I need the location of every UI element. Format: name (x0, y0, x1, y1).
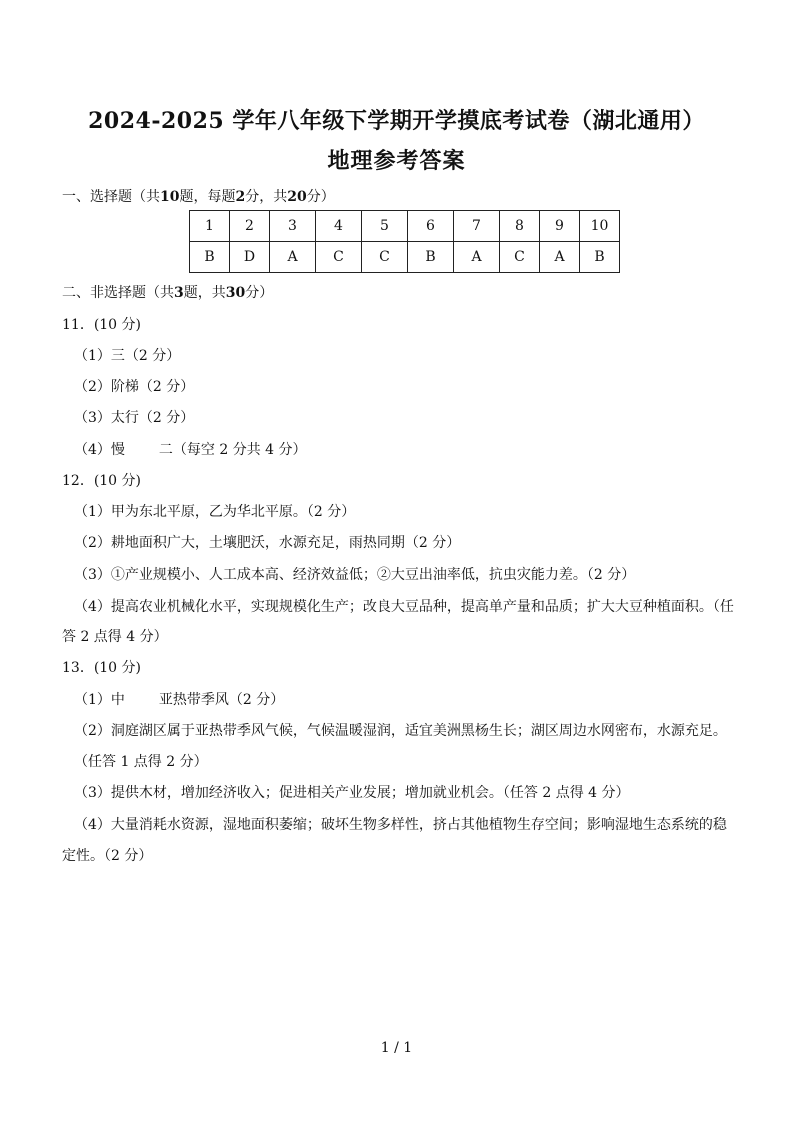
q13-answer-3: （3）提供木材，增加经济收入；促进相关产业发展；增加就业机会。（任答 2 点得 4 分） (74, 785, 630, 801)
answer-cell: A (270, 242, 316, 273)
exam-title: 2024-2025 学年八年级下学期开学摸底考试卷（湖北通用） (88, 108, 705, 134)
question-number-cell: 7 (454, 211, 500, 242)
q13-answer-4-cont: 定性。（2 分） (62, 848, 153, 864)
q12-answer-3: （3）①产业规模小、人工成本高、经济效益低；②大豆出油率低，抗虫灾能力差。（2 分） (74, 567, 636, 583)
q11-heading: 11．(10 分) (62, 317, 142, 333)
answer-cell: B (190, 242, 230, 273)
page-number: 1 / 1 (380, 1040, 413, 1056)
question-number-cell: 9 (540, 211, 580, 242)
question-number-cell: 5 (362, 211, 408, 242)
q12-heading: 12．(10 分) (62, 473, 142, 489)
answer-cell: B (580, 242, 620, 273)
answer-cell: C (362, 242, 408, 273)
q11-answer-3: （3）太行（2 分） (74, 410, 195, 426)
answer-cell: C (500, 242, 540, 273)
q13-answer-2: （2）洞庭湖区属于亚热带季风气候，气候温暖湿润，适宜美洲黑杨生长；湖区周边水网密布，水源充足。 (74, 723, 727, 739)
q13-answer-4: （4）大量消耗水资源，湿地面积萎缩；破坏生物多样性，挤占其他植物生存空间；影响湿地生态系统的稳 (74, 817, 727, 833)
answer-table-number-row (190, 211, 620, 242)
q11-answer-2: （2）阶梯（2 分） (74, 379, 195, 395)
q12-answer-4: （4）提高农业机械化水平，实现规模化生产；改良大豆品种，提高单产量和品质；扩大大豆种植面积。（任 (74, 599, 734, 615)
question-number-cell: 1 (190, 211, 230, 242)
answer-key-title: 地理参考答案 (327, 148, 466, 174)
answer-cell: D (230, 242, 270, 273)
q11-answer-4: （4）慢 二（每空 2 分共 4 分） (74, 442, 307, 458)
q12-answer-2: （2）耕地面积广大，土壤肥沃，水源充足，雨热同期（2 分） (74, 535, 461, 551)
q13-heading: 13．(10 分) (62, 660, 142, 676)
section1-heading: 一、选择题（共10题，每题2分，共20分） (62, 189, 335, 205)
answer-table-answer-row (190, 242, 620, 273)
question-number-cell: 2 (230, 211, 270, 242)
section2-heading: 二、非选择题（共3题，共30分） (62, 285, 274, 301)
q12-answer-1: （1）甲为东北平原，乙为华北平原。（2 分） (74, 504, 356, 520)
q11-answer-1: （1）三（2 分） (74, 348, 181, 364)
answer-cell: C (316, 242, 362, 273)
q13-answer-2-cont: （任答 1 点得 2 分） (74, 754, 208, 770)
answer-table (189, 210, 620, 273)
answer-cell: A (540, 242, 580, 273)
question-number-cell: 8 (500, 211, 540, 242)
question-number-cell: 10 (580, 211, 620, 242)
q13-answer-1: （1）中 亚热带季风（2 分） (74, 692, 285, 708)
q12-answer-4-cont: 答 2 点得 4 分） (62, 629, 168, 645)
question-number-cell: 3 (270, 211, 316, 242)
question-number-cell: 6 (408, 211, 454, 242)
question-number-cell: 4 (316, 211, 362, 242)
answer-cell: A (454, 242, 500, 273)
answer-cell: B (408, 242, 454, 273)
